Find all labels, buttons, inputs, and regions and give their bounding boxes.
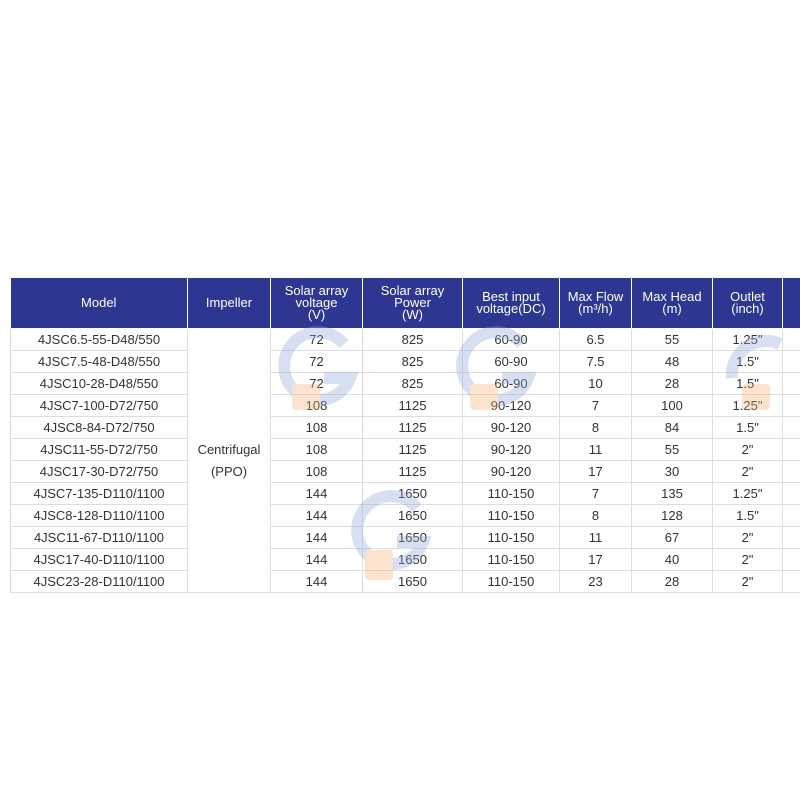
cell-max-flow: 6.5 xyxy=(560,329,632,351)
header-line: Solar array xyxy=(380,283,445,298)
cell-solar-voltage: 144 xyxy=(271,527,363,549)
cell-solar-power: 1650 xyxy=(363,505,463,527)
header-line: Outlet xyxy=(730,289,765,304)
cell-model: 4JSC17-30-D72/750 xyxy=(11,461,188,483)
cell-solar-voltage: 108 xyxy=(271,395,363,417)
cell-solar-power: 825 xyxy=(363,373,463,395)
cell-max-head: 84 xyxy=(632,417,713,439)
cell-solar-power: 1125 xyxy=(363,417,463,439)
header-line: Power xyxy=(394,295,431,310)
cell-model: 4JSC8-84-D72/750 xyxy=(11,417,188,439)
cell-max-head: 40 xyxy=(632,549,713,571)
table-row xyxy=(11,395,800,417)
header-impeller xyxy=(188,278,271,329)
header-model xyxy=(11,278,188,329)
header-solar-voltage xyxy=(271,278,363,329)
header-line: Model xyxy=(81,295,117,310)
cell-outlet: 1.5" xyxy=(713,351,783,373)
cell-best-input-voltage: 110-150 xyxy=(463,483,560,505)
cell-model: 4JSC7.5-48-D48/550 xyxy=(11,351,188,373)
cell-best-input-voltage: 110-150 xyxy=(463,505,560,527)
cell-solar-power: 825 xyxy=(363,351,463,373)
cell-max-head: 135 xyxy=(632,483,713,505)
header-line: (W) xyxy=(402,307,423,322)
cell-best-input-voltage: 110-150 xyxy=(463,571,560,593)
cell-solar-voltage: 72 xyxy=(271,329,363,351)
table-row xyxy=(11,417,800,439)
cell-solar-voltage: 108 xyxy=(271,417,363,439)
cell-solar-power: 825 xyxy=(363,329,463,351)
header-line: Max Head xyxy=(642,289,702,304)
table-row xyxy=(11,527,800,549)
cell-model: 4JSC8-128-D110/1100 xyxy=(11,505,188,527)
header-overflow-edge xyxy=(783,278,800,329)
cell-solar-voltage: 144 xyxy=(271,505,363,527)
cell-overflow-edge xyxy=(783,351,800,373)
cell-model: 4JSC11-67-D110/1100 xyxy=(11,527,188,549)
cell-solar-voltage: 144 xyxy=(271,483,363,505)
header-line: voltage(DC) xyxy=(476,301,546,316)
cell-max-flow: 11 xyxy=(560,439,632,461)
table-row xyxy=(11,439,800,461)
cell-max-head: 55 xyxy=(632,329,713,351)
cell-solar-power: 1125 xyxy=(363,395,463,417)
cell-overflow-edge xyxy=(783,373,800,395)
cell-max-flow: 17 xyxy=(560,461,632,483)
table-header-row xyxy=(11,278,800,329)
cell-model: 4JSC10-28-D48/550 xyxy=(11,373,188,395)
cell-outlet: 2" xyxy=(713,439,783,461)
cell-max-head: 28 xyxy=(632,373,713,395)
cell-model: 4JSC7-100-D72/750 xyxy=(11,395,188,417)
cell-solar-voltage: 72 xyxy=(271,351,363,373)
cell-outlet: 1.5" xyxy=(713,373,783,395)
cell-outlet: 1.5" xyxy=(713,505,783,527)
cell-outlet: 1.25" xyxy=(713,329,783,351)
cell-outlet: 2" xyxy=(713,571,783,593)
cell-overflow-edge xyxy=(783,505,800,527)
cell-best-input-voltage: 60-90 xyxy=(463,351,560,373)
table-row xyxy=(11,373,800,395)
cell-overflow-edge xyxy=(783,483,800,505)
table-row xyxy=(11,571,800,593)
cell-max-head: 128 xyxy=(632,505,713,527)
cell-model: 4JSC17-40-D110/1100 xyxy=(11,549,188,571)
cell-solar-voltage: 72 xyxy=(271,373,363,395)
cell-best-input-voltage: 90-120 xyxy=(463,439,560,461)
cell-max-flow: 7 xyxy=(560,395,632,417)
cell-solar-power: 1650 xyxy=(363,571,463,593)
cell-outlet: 1.25" xyxy=(713,395,783,417)
cell-max-head: 100 xyxy=(632,395,713,417)
header-line: (m) xyxy=(662,301,682,316)
cell-max-flow: 10 xyxy=(560,373,632,395)
header-max-flow xyxy=(560,278,632,329)
cell-outlet: 1.5" xyxy=(713,417,783,439)
spec-table-wrapper xyxy=(10,278,800,594)
header-outlet xyxy=(713,278,783,329)
impeller-cell xyxy=(188,329,271,593)
table-row xyxy=(11,329,800,351)
cell-model: 4JSC23-28-D110/1100 xyxy=(11,571,188,593)
cell-max-flow: 17 xyxy=(560,549,632,571)
cell-max-head: 30 xyxy=(632,461,713,483)
cell-overflow-edge xyxy=(783,395,800,417)
cell-best-input-voltage: 60-90 xyxy=(463,373,560,395)
cell-solar-power: 1125 xyxy=(363,439,463,461)
header-line: Max Flow xyxy=(567,289,624,304)
header-line: (m³/h) xyxy=(578,301,613,316)
cell-best-input-voltage: 90-120 xyxy=(463,395,560,417)
cell-overflow-edge xyxy=(783,461,800,483)
cell-solar-power: 1650 xyxy=(363,549,463,571)
cell-solar-voltage: 144 xyxy=(271,571,363,593)
pump-spec-table xyxy=(10,278,800,593)
cell-solar-power: 1125 xyxy=(363,461,463,483)
cell-overflow-edge xyxy=(783,571,800,593)
header-solar-power xyxy=(363,278,463,329)
header-max-head xyxy=(632,278,713,329)
header-line: Best input xyxy=(482,289,540,304)
table-row xyxy=(11,549,800,571)
cell-outlet: 2" xyxy=(713,549,783,571)
cell-solar-voltage: 108 xyxy=(271,461,363,483)
cell-outlet: 2" xyxy=(713,461,783,483)
cell-model: 4JSC11-55-D72/750 xyxy=(11,439,188,461)
header-line: voltage xyxy=(295,295,338,310)
cell-model: 4JSC7-135-D110/1100 xyxy=(11,483,188,505)
cell-max-flow: 7 xyxy=(560,483,632,505)
cell-overflow-edge xyxy=(783,549,800,571)
cell-max-head: 55 xyxy=(632,439,713,461)
cell-outlet: 2" xyxy=(713,527,783,549)
header-line: (inch) xyxy=(731,301,764,316)
cell-overflow-edge xyxy=(783,417,800,439)
table-row xyxy=(11,483,800,505)
cell-max-head: 48 xyxy=(632,351,713,373)
cell-best-input-voltage: 110-150 xyxy=(463,527,560,549)
cell-overflow-edge xyxy=(783,329,800,351)
cell-best-input-voltage: 60-90 xyxy=(463,329,560,351)
cell-max-flow: 8 xyxy=(560,505,632,527)
cell-solar-power: 1650 xyxy=(363,527,463,549)
cell-best-input-voltage: 90-120 xyxy=(463,461,560,483)
cell-overflow-edge xyxy=(783,439,800,461)
header-line: Impeller xyxy=(205,295,253,310)
header-line: (V) xyxy=(307,307,326,322)
cell-best-input-voltage: 110-150 xyxy=(463,549,560,571)
cell-solar-power: 1650 xyxy=(363,483,463,505)
cell-solar-voltage: 108 xyxy=(271,439,363,461)
cell-max-flow: 8 xyxy=(560,417,632,439)
impeller-line: Centrifugal xyxy=(197,441,261,457)
cell-overflow-edge xyxy=(783,527,800,549)
cell-best-input-voltage: 90-120 xyxy=(463,417,560,439)
table-row xyxy=(11,461,800,483)
table-row xyxy=(11,505,800,527)
cell-solar-voltage: 144 xyxy=(271,549,363,571)
cell-max-flow: 23 xyxy=(560,571,632,593)
cell-max-flow: 7.5 xyxy=(560,351,632,373)
header-best-input-voltage xyxy=(463,278,560,329)
cell-max-flow: 11 xyxy=(560,527,632,549)
cell-max-head: 28 xyxy=(632,571,713,593)
cell-max-head: 67 xyxy=(632,527,713,549)
cell-model: 4JSC6.5-55-D48/550 xyxy=(11,329,188,351)
cell-outlet: 1.25" xyxy=(713,483,783,505)
table-row xyxy=(11,351,800,373)
impeller-line: (PPO) xyxy=(210,463,248,479)
table-body xyxy=(11,329,800,593)
header-line: Solar array xyxy=(284,283,349,298)
